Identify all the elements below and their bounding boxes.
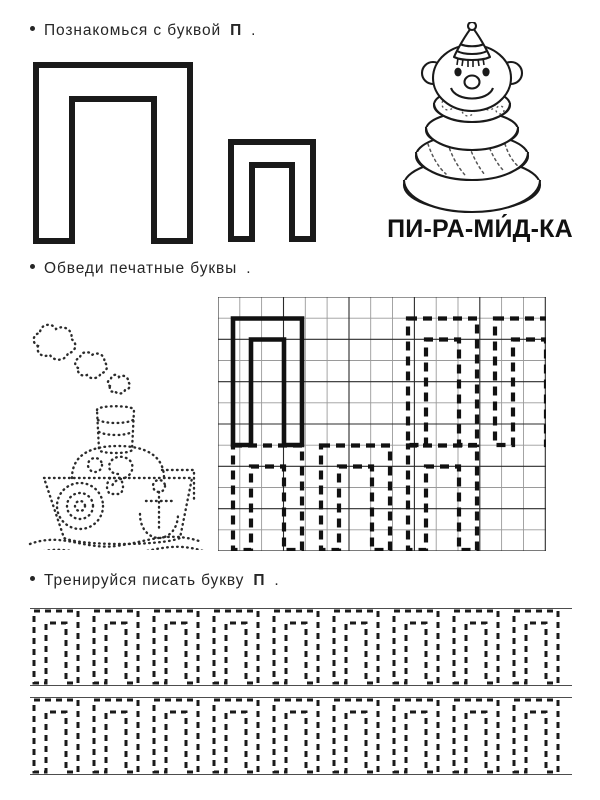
instruction-letter: П <box>253 572 266 589</box>
bullet-icon <box>30 264 35 269</box>
instruction-text: Тренируйся писать букву <box>44 572 245 589</box>
instruction-practice-writing <box>30 572 280 590</box>
practice-letter <box>334 611 378 683</box>
smoke-clouds <box>34 325 130 394</box>
ring-stacking-pyramid-toy-illustration <box>388 22 556 218</box>
instruction-period: . <box>251 22 257 39</box>
practice-row[interactable] <box>30 697 572 775</box>
instruction-introduce-letter <box>30 22 256 40</box>
practice-rule-bottom <box>30 774 572 775</box>
bear-eye-left <box>454 68 461 77</box>
boat-anchor <box>140 480 178 538</box>
instruction-text: Обведи печатные буквы <box>44 260 238 277</box>
instruction-period: . <box>274 572 280 589</box>
practice-row[interactable] <box>30 608 572 686</box>
practice-letter <box>514 700 558 772</box>
practice-rule-top <box>30 697 572 698</box>
practice-letter <box>274 611 318 683</box>
boat-porthole <box>57 483 103 529</box>
boat-swan-decoration <box>88 457 132 494</box>
practice-letter <box>94 700 138 772</box>
practice-letter <box>34 611 78 683</box>
practice-letter <box>454 611 498 683</box>
boat-flag <box>162 470 194 502</box>
practice-letter <box>514 611 558 683</box>
practice-rule-bottom <box>30 685 572 686</box>
practice-letter <box>94 611 138 683</box>
instruction-period: . <box>246 260 252 277</box>
practice-letter <box>274 700 318 772</box>
practice-letter <box>454 700 498 772</box>
practice-rule-top <box>30 608 572 609</box>
bullet-icon <box>30 26 35 31</box>
practice-letter <box>154 611 198 683</box>
practice-letters-svg <box>30 608 572 686</box>
bear-nose <box>465 76 480 89</box>
pyramid-word-caption: ПИ-РА-МИ́Д-КА <box>387 215 573 243</box>
instruction-text: Познакомься с буквой <box>44 22 222 39</box>
instruction-trace-printed-letters <box>30 260 251 278</box>
bullet-icon <box>30 576 35 581</box>
bear-eye-right <box>482 68 489 77</box>
letter-tracing-grid <box>218 297 546 551</box>
practice-letter <box>394 700 438 772</box>
practice-letter <box>34 700 78 772</box>
practice-letter <box>394 611 438 683</box>
instruction-letter: П <box>230 22 243 39</box>
practice-letter <box>214 700 258 772</box>
dotted-steamboat-illustration <box>22 302 212 550</box>
practice-letter <box>214 611 258 683</box>
practice-letter <box>334 700 378 772</box>
practice-letter <box>154 700 198 772</box>
practice-letters-svg <box>30 697 572 775</box>
